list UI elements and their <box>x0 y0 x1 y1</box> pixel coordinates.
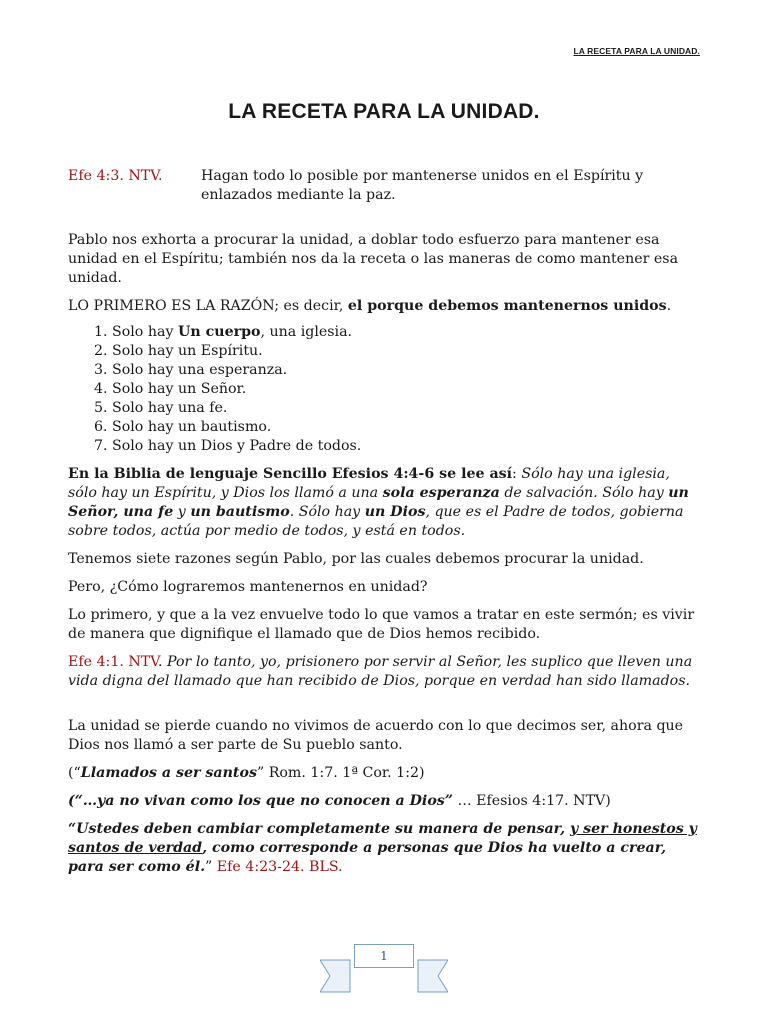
document-body <box>68 167 700 877</box>
change-paragraph: “Ustedes deben cambiar completamente su manera de pensar, y ser honestos y santos de verdad, como corresponde a personas que Dios ha vuelto a crear, para ser como él.” Efe 4:23-24. BLS. <box>68 821 697 875</box>
list-item: 6. Solo hay un bautismo. <box>112 418 700 437</box>
efe41-paragraph: Efe 4:1. NTV. Por lo tanto, yo, prisionero por servir al Señor, les suplico que lleven una vida digna del llamado que han recibido de Dios, porque en verdad han sido llamados. <box>68 654 693 689</box>
reason-paragraph <box>68 297 700 316</box>
epigraph-reference: Efe 4:3. NTV. <box>68 168 163 184</box>
reason-end: . <box>666 298 672 314</box>
efe41-verse: Por lo tanto, yo, prisionero por servir al Señor, les suplico que lleven una vida digna del llamado que han recibido de Dios, porque en verdad han sido llamados. <box>68 654 693 689</box>
unity-lost-paragraph: La unidad se pierde cuando no vivimos de acuerdo con lo que decimos ser, ahora que Dios nos llamó a ser parte de Su pueblo santo. <box>68 718 684 753</box>
epigraph-verse: Hagan todo lo posible por mantenerse unidos en el Espíritu y enlazados mediante la paz. <box>201 168 644 203</box>
sencillo-paragraph: En la Biblia de lenguaje Sencillo Efesios 4:4-6 se lee así: Sólo hay una iglesia, sólo hay un Espíritu, y Dios los llamó a una sola esperanza de salvación. Sólo hay un Señor, una fe y un bautismo. Sólo hay un Dios, que es el Padre de todos, gobierna sobre todos, actúa por medio de todos, y está en todos. <box>68 466 689 539</box>
list-item: 2. Solo hay un Espíritu. <box>112 342 700 361</box>
reason-bold: el porque debemos mantenernos unidos <box>347 298 667 314</box>
sencillo-intro: En la Biblia de lenguaje Sencillo Efesios 4:4-6 se lee así <box>68 466 513 482</box>
list-item: 5. Solo hay una fe. <box>112 399 700 418</box>
efe41-reference: Efe 4:1. NTV <box>68 654 159 670</box>
list-item: 4. Solo hay un Señor. <box>112 380 700 399</box>
question-paragraph: Pero, ¿Cómo lograremos mantenernos en unidad? <box>68 579 428 595</box>
epigraph <box>68 167 700 205</box>
reasons-list <box>68 323 700 456</box>
not-live-paragraph: (“…ya no vivan como los que no conocen a Dios” … Efesios 4:17. NTV) <box>68 793 611 809</box>
intro-paragraph: Pablo nos exhorta a procurar la unidad, a doblar todo esfuerzo para mantener esa unidad en el Espíritu; también nos da la receta o las maneras de como mantener esa unidad. <box>68 232 679 286</box>
list-item: 7. Solo hay un Dios y Padre de todos. <box>112 437 700 456</box>
running-header: LA RECETA PARA LA UNIDAD. <box>573 46 700 56</box>
page-number: 1 <box>354 944 414 968</box>
document-title: LA RECETA PARA LA UNIDAD. <box>228 100 540 123</box>
list-item: 3. Solo hay una esperanza. <box>112 361 700 380</box>
called-paragraph: (“Llamados a ser santos” Rom. 1:7. 1ª Cor. 1:2) <box>68 765 425 781</box>
reason-lead: LO PRIMERO ES LA RAZÓN; es decir, <box>68 298 348 314</box>
first-point-paragraph: Lo primero, y que a la vez envuelve todo lo que vamos a tratar en este sermón; es vivir de manera que dignifique el llamado que de Dios hemos recibido. <box>68 607 695 642</box>
list-item: 1. Solo hay Un cuerpo, una iglesia. <box>112 323 700 342</box>
seven-reasons-paragraph: Tenemos siete razones según Pablo, por las cuales debemos procurar la unidad. <box>68 551 644 567</box>
change-reference: Efe 4:23-24. BLS. <box>216 859 343 875</box>
